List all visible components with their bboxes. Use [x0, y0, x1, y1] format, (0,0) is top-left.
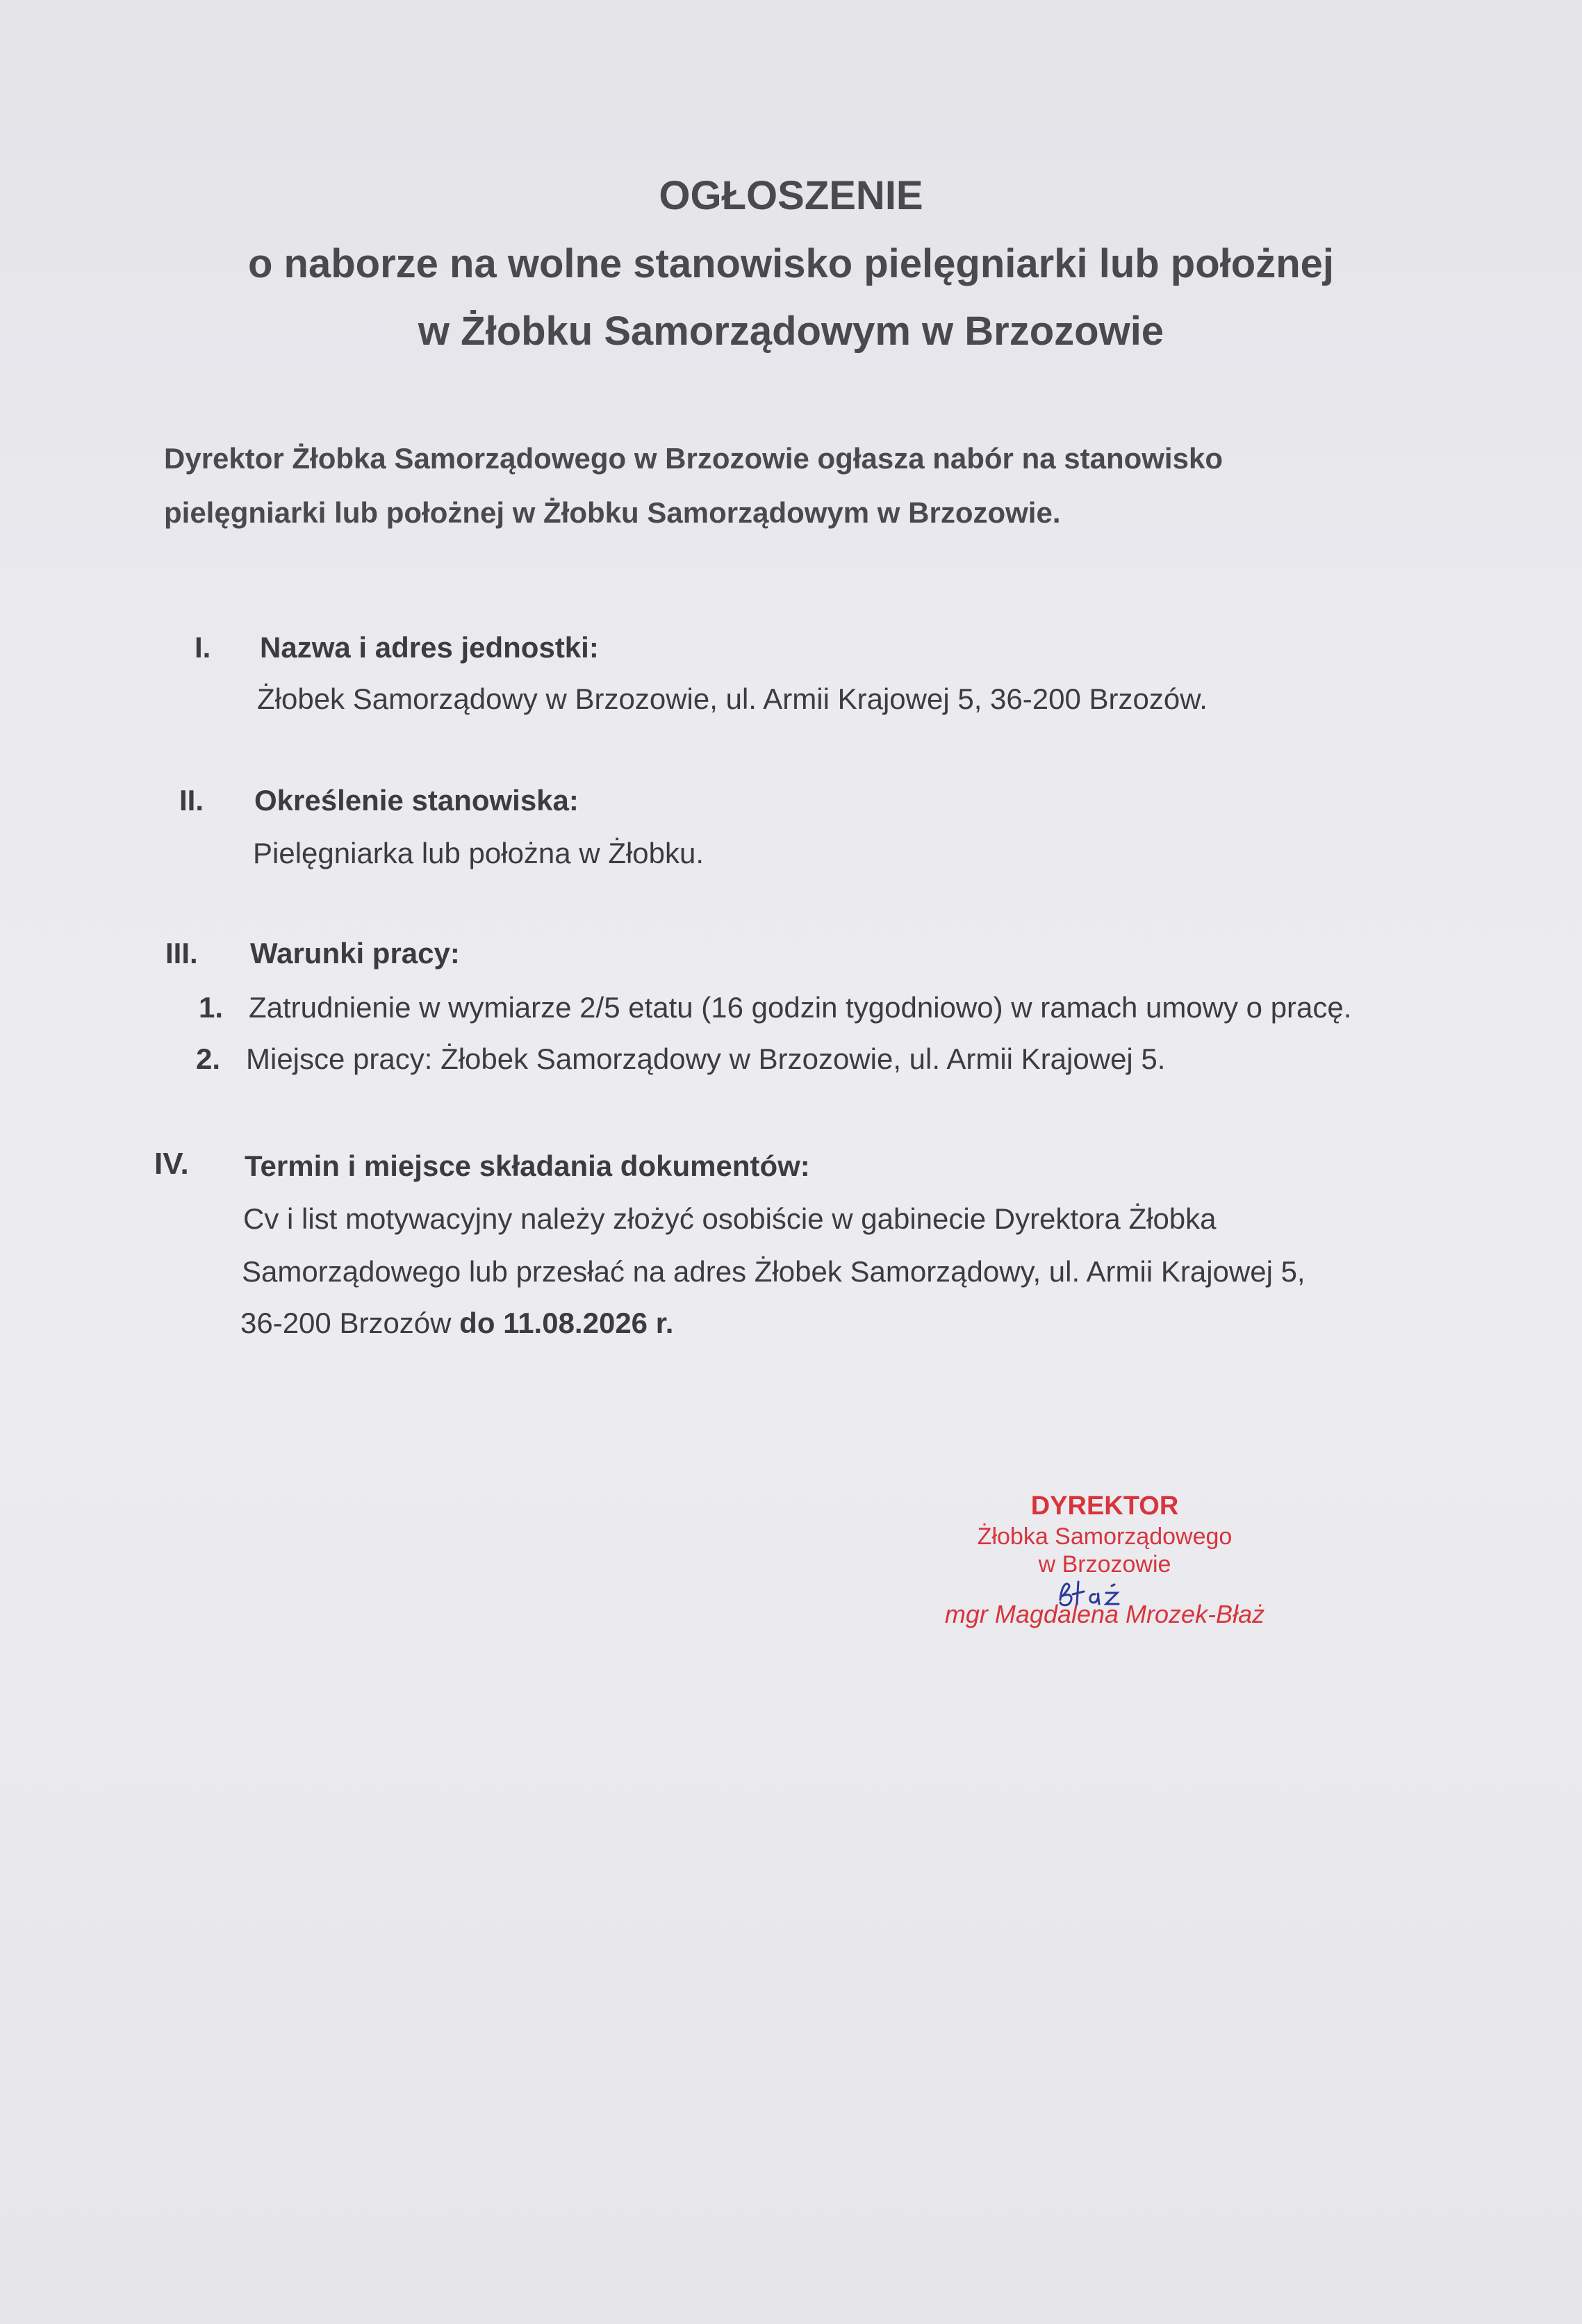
submission-deadline: do 11.08.2026 r. — [459, 1307, 674, 1339]
stamp-name: mgr Magdalena Mrozek-Błaż — [944, 1600, 1265, 1628]
section-4-line3-prefix: 36-200 Brzozów — [240, 1307, 460, 1339]
section-4-line1: Cv i list motywacyjny należy złożyć osobiście w gabinecie Dyrektora Żłobka — [243, 1202, 1217, 1235]
stamp-title: DYREKTOR — [1030, 1491, 1179, 1521]
section-1-heading: Nazwa i adres jednostki: — [260, 631, 599, 664]
section-2-text: Pielęgniarka lub położna w Żłobku. — [253, 837, 705, 869]
document-subtitle-line2: w Żłobku Samorządowym w Brzozowie — [418, 309, 1164, 354]
section-3-item-1-number: 1. — [199, 991, 224, 1024]
section-3-heading: Warunki pracy: — [250, 937, 460, 969]
document-title: OGŁOSZENIE — [659, 173, 923, 218]
stamp-line1: Żłobka Samorządowego — [977, 1523, 1233, 1550]
section-2-heading: Określenie stanowiska: — [254, 784, 579, 817]
intro-line1: Dyrektor Żłobka Samorządowego w Brzozowie ogłasza nabór na stanowisko — [164, 442, 1223, 475]
intro-line2: pielęgniarki lub położnej w Żłobku Samorządowym w Brzozowie. — [164, 496, 1061, 529]
section-4-number: IV. — [154, 1147, 189, 1181]
section-3-number: III. — [165, 937, 198, 969]
section-3-item-2-text: Miejsce pracy: Żłobek Samorządowy w Brzozowie, ul. Armii Krajowej 5. — [246, 1042, 1166, 1075]
section-1-number: I. — [195, 631, 211, 664]
section-4-heading: Termin i miejsce składania dokumentów: — [245, 1149, 810, 1182]
section-3-item-1-text: Zatrudnienie w wymiarze 2/5 etatu (16 godzin tygodniowo) w ramach umowy o pracę. — [249, 991, 1352, 1024]
stamp-line2: w Brzozowie — [1038, 1551, 1171, 1578]
section-4-line2: Samorządowego lub przesłać na adres Żłobek Samorządowy, ul. Armii Krajowej 5, — [242, 1255, 1305, 1288]
section-1-text: Żłobek Samorządowy w Brzozowie, ul. Armii Krajowej 5, 36-200 Brzozów. — [257, 682, 1208, 715]
document-subtitle-line1: o naborze na wolne stanowisko pielęgniarki lub położnej — [248, 241, 1334, 286]
section-4-line3 — [240, 1307, 673, 1340]
handwritten-signature — [1056, 1572, 1139, 1614]
section-2-number: II. — [179, 784, 204, 817]
section-3-item-2-number: 2. — [196, 1042, 221, 1075]
